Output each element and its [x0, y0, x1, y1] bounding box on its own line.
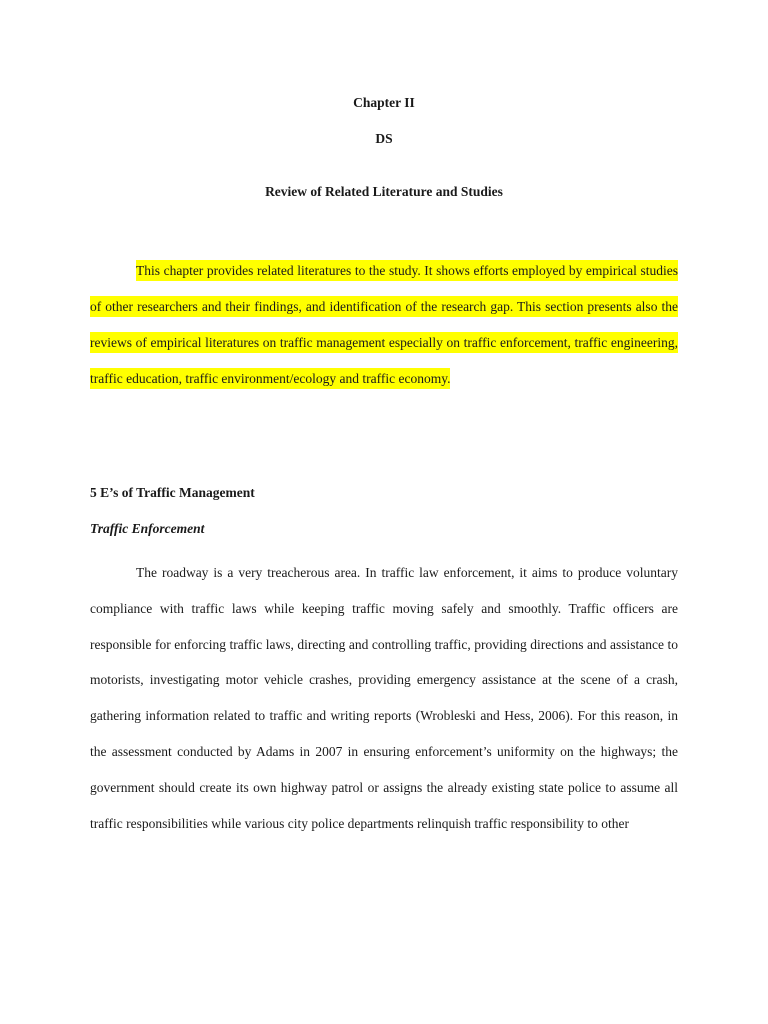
- intro-paragraph: [90, 253, 678, 397]
- chapter-code: DS: [375, 131, 393, 146]
- highlighted-text: This chapter provides related literatures to the study. It shows efforts employed by empirical studies of other researchers and their findings, and identification of the research gap. This section presents also the reviews of empirical literatures on traffic management especially on traffic enforcement, traffic engineering, traffic education, traffic environment/ecology and traffic economy.: [90, 260, 678, 389]
- subsection-heading: Traffic Enforcement: [90, 521, 205, 536]
- chapter-title: Review of Related Literature and Studies: [265, 184, 503, 199]
- section-heading: 5 E’s of Traffic Management: [90, 485, 255, 500]
- chapter-heading: Chapter II: [353, 95, 415, 110]
- body-paragraph: The roadway is a very treacherous area. In traffic law enforcement, it aims to produce voluntary compliance with traffic laws while keeping traffic moving safely and smoothly. Traffic officers are responsible for enforcing traffic laws, directing and controlling traffic, providing directions and assistance to motorists, investigating motor vehicle crashes, providing emergency assistance at the scene of a crash, gathering information related to traffic and writing reports (Wrobleski and Hess, 2006). For this reason, in the assessment conducted by Adams in 2007 in ensuring enforcement’s uniformity on the highways; the government should create its own highway patrol or assigns the already existing state police to assume all traffic responsibilities while various city police departments relinquish traffic responsibility to other: [90, 565, 678, 831]
